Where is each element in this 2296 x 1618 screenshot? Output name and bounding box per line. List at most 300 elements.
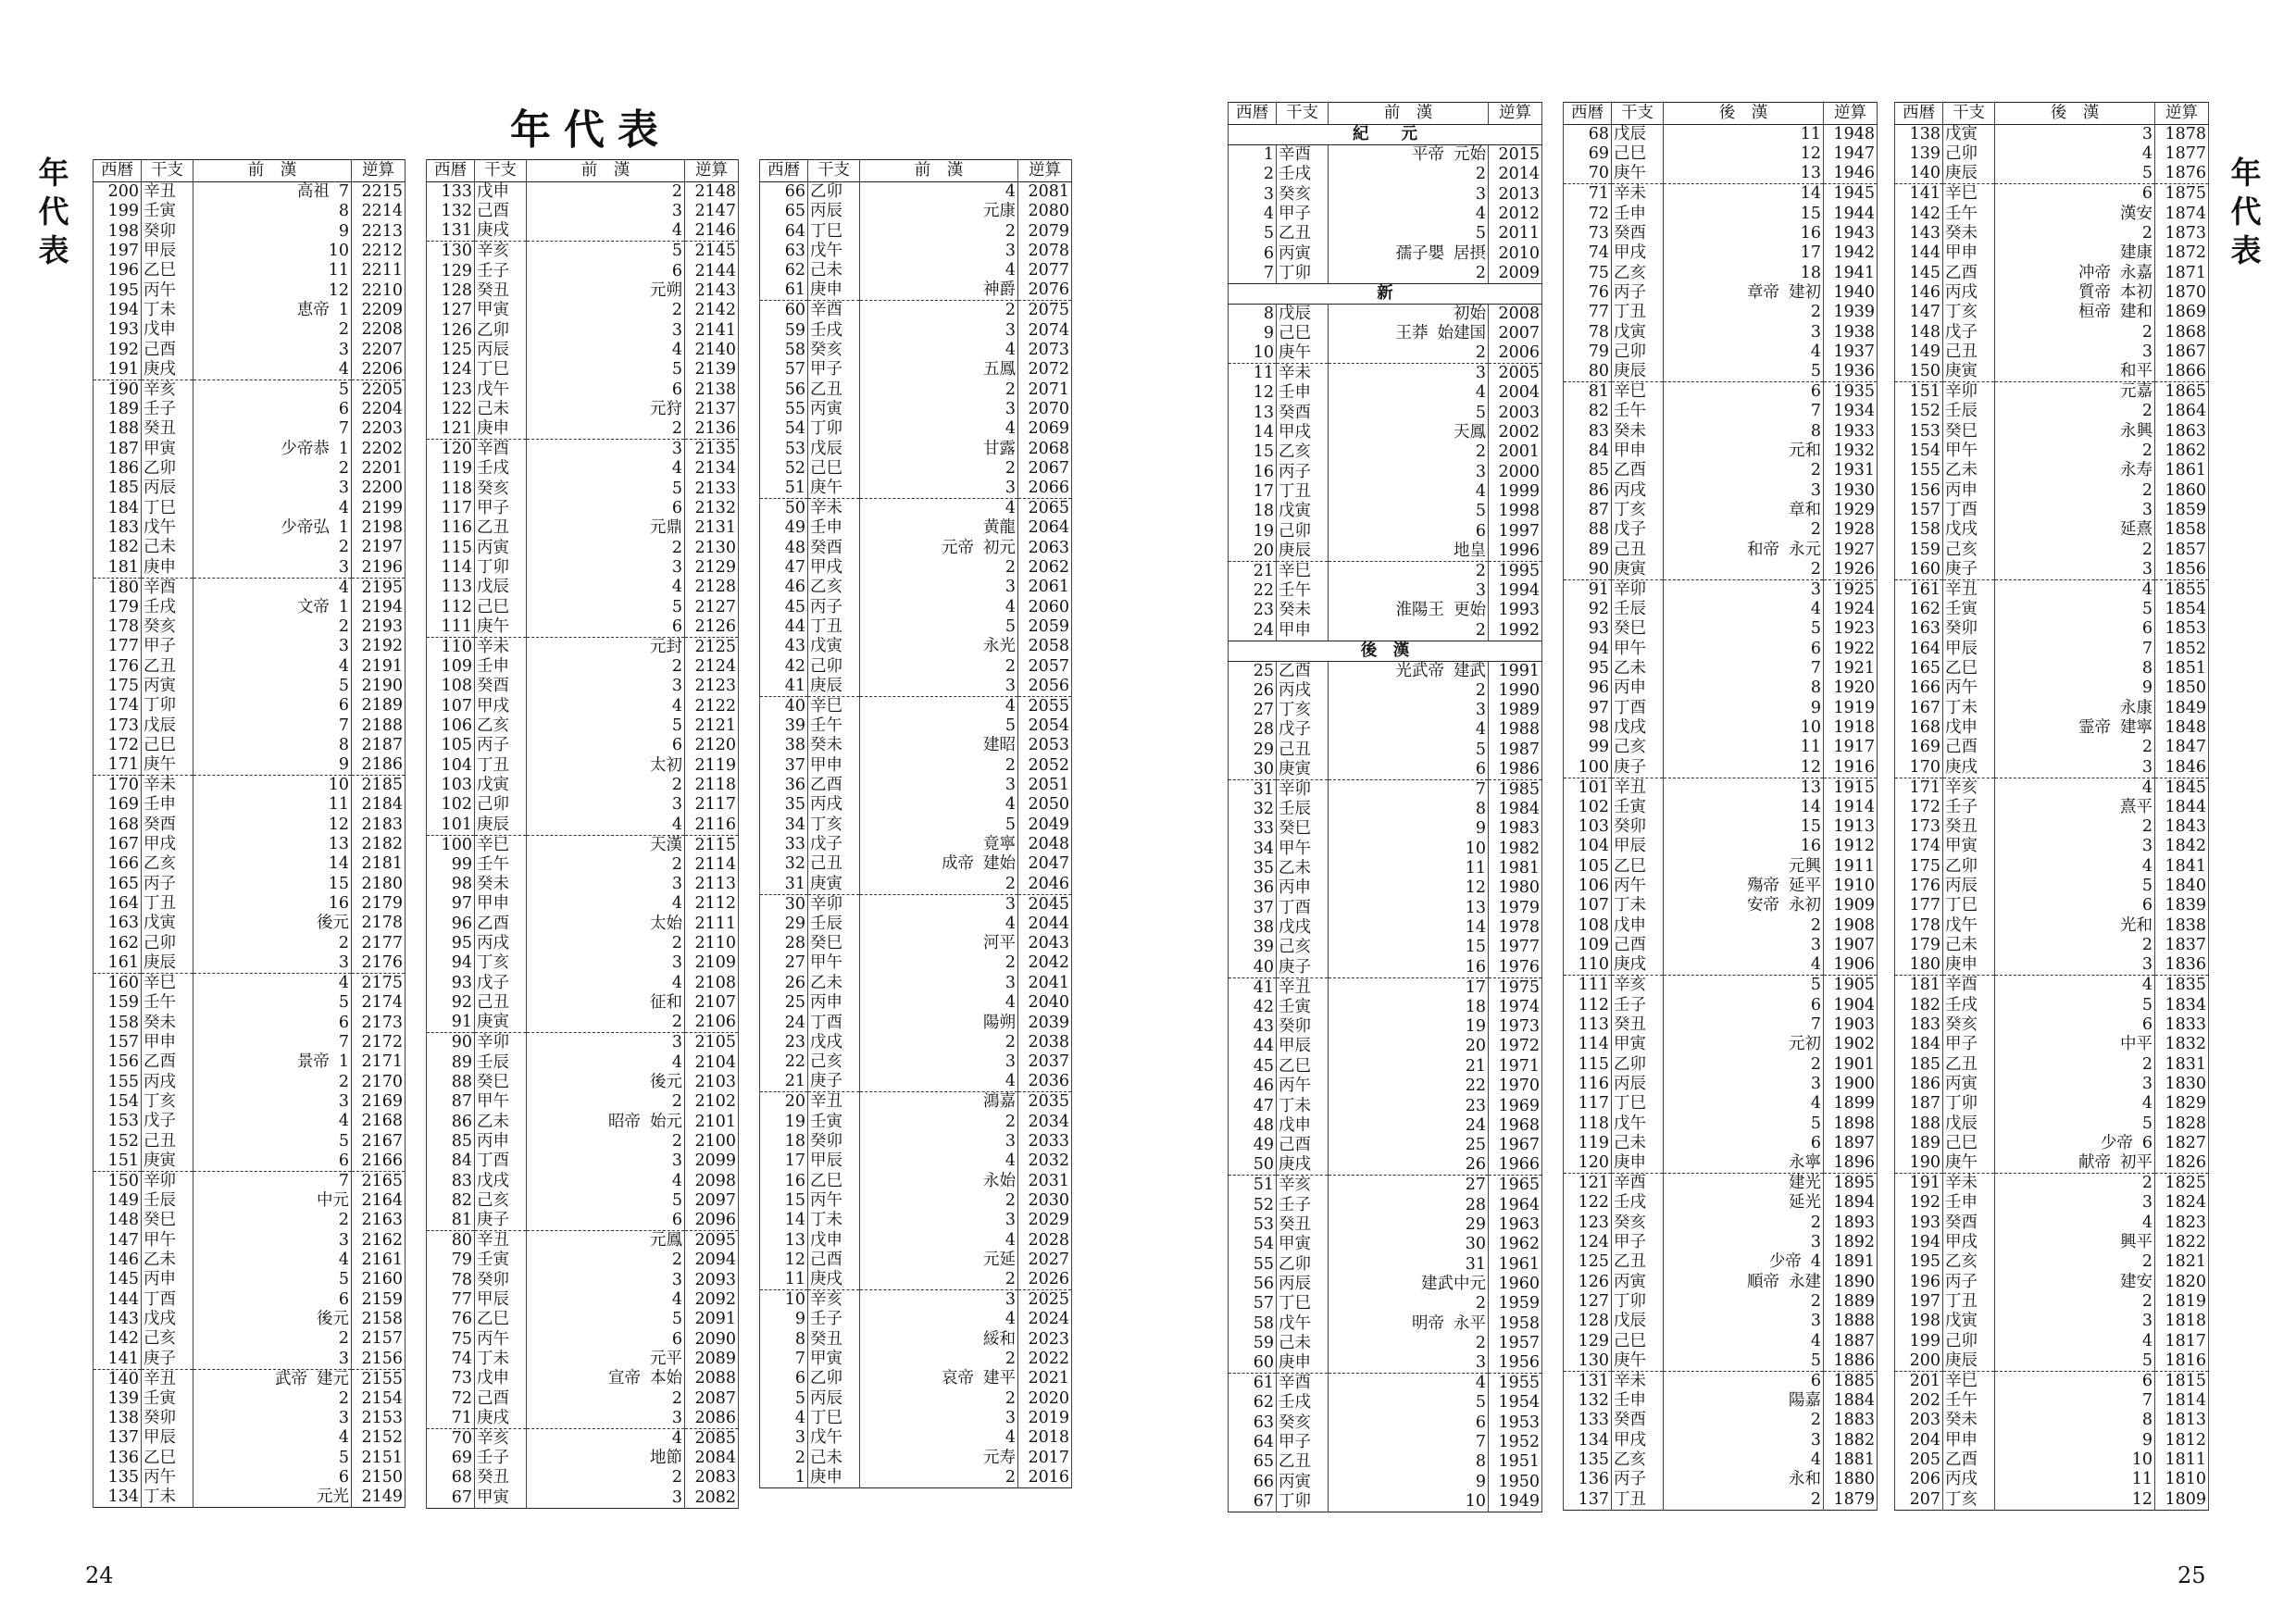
- era-year: 1: [338, 597, 349, 616]
- year-cell: 43: [760, 637, 808, 656]
- era-year: 地皇: [1454, 541, 1486, 560]
- year-cell: 172: [94, 736, 142, 755]
- table-row: [427, 479, 739, 498]
- page-number-left: 24: [85, 1562, 114, 1588]
- reverse-count-cell: 1922: [1824, 640, 1878, 659]
- ganzhi-cell: 辛巳: [1943, 1371, 1995, 1391]
- year-cell: 192: [1895, 1193, 1943, 1213]
- year-cell: 87: [427, 1092, 475, 1112]
- era-year: 16: [1800, 837, 1821, 856]
- side-label-right: [2226, 154, 2266, 270]
- ganzhi-cell: 丁未: [1943, 699, 1995, 718]
- table-row: [1564, 778, 1878, 798]
- era-year: 4: [1810, 955, 1821, 975]
- era-cell: [1664, 303, 1824, 322]
- era-cell: [1664, 402, 1824, 421]
- year-cell: 97: [427, 894, 475, 914]
- table-row: [1229, 145, 1542, 166]
- era-cell: [193, 1013, 352, 1032]
- ganzhi-cell: 壬午: [1612, 402, 1664, 421]
- year-cell: 4: [1229, 205, 1277, 224]
- year-cell: 141: [94, 1350, 142, 1370]
- era-year: 4: [1810, 1450, 1821, 1470]
- era-year: 後元: [317, 914, 349, 933]
- era-year: 3: [1004, 1211, 1016, 1230]
- table-row: [1895, 579, 2209, 600]
- era-year: 4: [1810, 342, 1821, 361]
- year-cell: 20: [1229, 541, 1277, 562]
- era-cell: [1995, 303, 2155, 322]
- table-row: [760, 419, 1072, 439]
- table-row: [94, 202, 406, 221]
- reverse-count-cell: 2111: [685, 915, 739, 934]
- era-cell: [1329, 403, 1489, 422]
- era-cell: [1329, 1294, 1489, 1313]
- table-row: [427, 855, 739, 875]
- era-cell: [1329, 681, 1489, 701]
- era-cell: [860, 1409, 1018, 1428]
- era-year: 3: [338, 479, 349, 498]
- ganzhi-cell: 乙巳: [1277, 1057, 1329, 1077]
- table-row: [94, 261, 406, 280]
- era-cell: [527, 1112, 685, 1131]
- table-row: [760, 182, 1072, 203]
- reverse-count-cell: 2209: [352, 301, 406, 320]
- reverse-count-cell: 2172: [352, 1033, 406, 1052]
- era-cell: [527, 1449, 685, 1468]
- era-year: 23: [1465, 1096, 1486, 1115]
- table-row: [1564, 1035, 1878, 1054]
- table-row: [1564, 798, 1878, 817]
- year-cell: 169: [1895, 738, 1943, 757]
- reverse-count-cell: 2050: [1018, 795, 1072, 815]
- table-row: [1229, 601, 1542, 620]
- header-ganzhi: 干支: [142, 160, 193, 182]
- era-cell: [1329, 601, 1489, 620]
- ganzhi-cell: 辛巳: [475, 835, 527, 855]
- year-cell: 185: [94, 479, 142, 498]
- era-cell: [1995, 1431, 2155, 1450]
- table-row: [1564, 916, 1878, 936]
- ganzhi-cell: 甲辰: [142, 242, 193, 261]
- era-cell: [1995, 402, 2155, 421]
- era-year: 10: [2131, 1450, 2152, 1470]
- ganzhi-cell: 乙巳: [475, 1310, 527, 1329]
- era-cell: [1329, 800, 1489, 819]
- reverse-count-cell: 1825: [2155, 1174, 2209, 1194]
- ganzhi-cell: 庚寅: [1612, 560, 1664, 580]
- era-year: 4: [1475, 383, 1486, 403]
- era-cell: [527, 1211, 685, 1231]
- reverse-count-cell: 2043: [1018, 934, 1072, 953]
- header-ganzhi: 干支: [1277, 103, 1329, 125]
- ganzhi-cell: 丁亥: [1277, 701, 1329, 720]
- ganzhi-cell: 辛丑: [1612, 778, 1664, 798]
- year-cell: 198: [1895, 1312, 1943, 1331]
- ganzhi-cell: 辛卯: [475, 1033, 527, 1053]
- table-row: [427, 341, 739, 360]
- table-row: [1229, 243, 1542, 263]
- era-cell: [860, 1151, 1018, 1171]
- reverse-count-cell: 2045: [1018, 894, 1072, 915]
- reverse-count-cell: 1820: [2155, 1272, 2209, 1291]
- era-year: 4: [2141, 778, 2152, 797]
- era-year: 2: [2141, 1291, 2152, 1311]
- table-row: [1895, 1312, 2209, 1331]
- era-cell: [193, 1310, 352, 1329]
- table-row: [760, 221, 1072, 241]
- year-cell: 146: [1895, 283, 1943, 303]
- era-year: 11: [1800, 738, 1821, 757]
- era-year: 漢安: [2120, 204, 2152, 223]
- era-cell: [1664, 461, 1824, 480]
- era-cell: [1329, 1492, 1489, 1512]
- era-cell: [860, 221, 1018, 241]
- year-cell: 2: [1229, 165, 1277, 184]
- era-year: 建武中元: [1421, 1274, 1486, 1293]
- year-cell: 53: [760, 439, 808, 458]
- era-cell: [1664, 421, 1824, 441]
- era-year: 3: [1810, 1312, 1821, 1331]
- reverse-count-cell: 1996: [1489, 541, 1542, 562]
- era-year: 2: [1810, 461, 1821, 480]
- reverse-count-cell: 1871: [2155, 263, 2209, 282]
- era-year: 6: [671, 498, 682, 517]
- era-year: 9: [2141, 1430, 2152, 1450]
- era-year: 9: [1810, 698, 1821, 717]
- table-row: [427, 1409, 739, 1429]
- era-cell: [1995, 1054, 2155, 1074]
- ganzhi-cell: 癸亥: [1277, 184, 1329, 204]
- era-cell: [1995, 1153, 2155, 1174]
- ganzhi-cell: 癸巳: [808, 934, 860, 953]
- reverse-count-cell: 2115: [685, 835, 739, 855]
- era-year: 2: [2141, 1054, 2152, 1074]
- reverse-count-cell: 2110: [685, 934, 739, 953]
- era-cell: [860, 1230, 1018, 1250]
- emperor-name: 安帝: [1747, 896, 1779, 915]
- reverse-count-cell: 1986: [1489, 760, 1542, 780]
- section-row: [1229, 283, 1542, 304]
- table-row: [94, 993, 406, 1013]
- era-cell: [1664, 224, 1824, 243]
- era-year: 建始: [983, 854, 1016, 874]
- table-row: [427, 202, 739, 221]
- header-era: 前 漢: [527, 160, 685, 182]
- ganzhi-cell: 戊子: [1943, 322, 1995, 342]
- table-row: [94, 380, 406, 400]
- year-cell: 114: [1564, 1035, 1612, 1054]
- year-cell: 193: [1895, 1213, 1943, 1232]
- header-ganzhi: 干支: [808, 160, 860, 182]
- reverse-count-cell: 1872: [2155, 243, 2209, 263]
- table-row: [1895, 1371, 2209, 1391]
- reverse-count-cell: 2161: [352, 1251, 406, 1270]
- table-row: [94, 1171, 406, 1191]
- era-cell: [1995, 1114, 2155, 1133]
- ganzhi-cell: 乙卯: [475, 320, 527, 340]
- table-header-row: [427, 160, 739, 182]
- ganzhi-cell: 甲子: [142, 637, 193, 656]
- era-year: 2: [2141, 322, 2152, 342]
- ganzhi-cell: 庚申: [808, 280, 860, 301]
- era-cell: [1329, 1176, 1489, 1196]
- table-row: [1564, 501, 1878, 520]
- ganzhi-cell: 戊午: [475, 380, 527, 399]
- table-row: [1564, 1114, 1878, 1133]
- reverse-count-cell: 2121: [685, 716, 739, 736]
- era-year: 3: [1004, 1409, 1016, 1428]
- table-row: [1564, 1292, 1878, 1312]
- era-cell: [1664, 1371, 1824, 1391]
- table-header-row: [760, 160, 1072, 182]
- reverse-count-cell: 2177: [352, 934, 406, 953]
- year-cell: 69: [1564, 144, 1612, 164]
- year-cell: 24: [760, 1013, 808, 1032]
- year-cell: 48: [760, 538, 808, 557]
- era-year: 3: [671, 440, 682, 459]
- ganzhi-cell: 戊午: [1943, 916, 1995, 936]
- chronology-table-1: [93, 159, 406, 1508]
- ganzhi-cell: 己巳: [475, 598, 527, 617]
- ganzhi-cell: 癸酉: [1612, 224, 1664, 243]
- reverse-count-cell: 1812: [2155, 1431, 2209, 1450]
- table-row: [427, 1171, 739, 1190]
- era-year: 2: [1810, 559, 1821, 579]
- table-row: [427, 657, 739, 677]
- reverse-count-cell: 2193: [352, 617, 406, 637]
- ganzhi-cell: 癸卯: [142, 221, 193, 241]
- header-year: 西暦: [427, 160, 475, 182]
- reverse-count-cell: 1859: [2155, 501, 2209, 520]
- reverse-count-cell: 2026: [1018, 1270, 1072, 1290]
- era-cell: [193, 182, 352, 203]
- reverse-count-cell: 2192: [352, 637, 406, 656]
- reverse-count-cell: 2118: [685, 776, 739, 795]
- reverse-count-cell: 1909: [1824, 896, 1878, 915]
- era-year: 2: [1475, 1333, 1486, 1352]
- ganzhi-cell: 甲申: [475, 894, 527, 914]
- ganzhi-cell: 壬午: [1277, 581, 1329, 601]
- era-cell: [1664, 1490, 1824, 1511]
- ganzhi-cell: 乙酉: [808, 776, 860, 795]
- era-cell: [860, 716, 1018, 736]
- reverse-count-cell: 2194: [352, 598, 406, 617]
- table-row: [1229, 1413, 1542, 1432]
- era-year: 和平: [2120, 362, 2152, 381]
- era-year: 1: [338, 517, 349, 537]
- reverse-count-cell: 2144: [685, 261, 739, 280]
- header-reverse: 逆算: [2155, 103, 2209, 125]
- ganzhi-cell: 甲寅: [808, 1350, 860, 1369]
- table-row: [760, 815, 1072, 835]
- table-row: [1229, 383, 1542, 403]
- ganzhi-cell: 辛未: [1277, 364, 1329, 384]
- table-row: [94, 1350, 406, 1370]
- era-cell: [1329, 1374, 1489, 1394]
- year-cell: 81: [427, 1211, 475, 1231]
- reverse-count-cell: 1924: [1824, 600, 1878, 619]
- year-cell: 134: [94, 1487, 142, 1508]
- reverse-count-cell: 2106: [685, 1013, 739, 1033]
- table-row: [1229, 1077, 1542, 1096]
- ganzhi-cell: 己未: [1943, 936, 1995, 955]
- ganzhi-cell: 庚子: [808, 1072, 860, 1092]
- era-cell: [1664, 263, 1824, 282]
- table-row: [1229, 760, 1542, 780]
- ganzhi-cell: 丙辰: [1277, 1275, 1329, 1294]
- table-row: [427, 716, 739, 736]
- era-year: 4: [2141, 1331, 2152, 1350]
- reverse-count-cell: 1814: [2155, 1391, 2209, 1411]
- era-year: 河平: [983, 934, 1016, 953]
- era-cell: [1995, 1332, 2155, 1351]
- reverse-count-cell: 2035: [1018, 1092, 1072, 1113]
- ganzhi-cell: 己卯: [142, 934, 193, 953]
- year-cell: 119: [1564, 1134, 1612, 1153]
- reverse-count-cell: 2070: [1018, 400, 1072, 419]
- era-year: 4: [1004, 795, 1016, 815]
- table-row: [1229, 701, 1542, 720]
- reverse-count-cell: 1916: [1824, 758, 1878, 778]
- year-cell: 72: [1564, 204, 1612, 223]
- year-cell: 108: [427, 677, 475, 696]
- ganzhi-cell: 庚辰: [475, 815, 527, 836]
- year-cell: 139: [94, 1389, 142, 1409]
- era-cell: [527, 1428, 685, 1449]
- year-cell: 182: [94, 538, 142, 557]
- era-cell: [527, 320, 685, 340]
- reverse-count-cell: 2007: [1489, 324, 1542, 343]
- year-cell: 89: [1564, 541, 1612, 560]
- table-row: [1895, 916, 2209, 936]
- ganzhi-cell: 丁丑: [1612, 1490, 1664, 1511]
- era-cell: [1329, 423, 1489, 442]
- reverse-count-cell: 1857: [2155, 541, 2209, 560]
- table-row: [1229, 1155, 1542, 1176]
- era-cell: [193, 598, 352, 617]
- era-year: 6: [671, 1329, 682, 1349]
- ganzhi-cell: 丙子: [1612, 283, 1664, 303]
- side-char: 表: [2230, 232, 2262, 268]
- reverse-count-cell: 1844: [2155, 798, 2209, 817]
- ganzhi-cell: 甲寅: [1612, 1035, 1664, 1054]
- era-cell: [1329, 1275, 1489, 1294]
- era-year: 2: [1810, 1213, 1821, 1232]
- emperor-name: 平帝: [1412, 145, 1444, 164]
- year-cell: 94: [1564, 640, 1612, 659]
- ganzhi-cell: 甲戌: [1277, 423, 1329, 442]
- ganzhi-cell: 辛亥: [475, 1428, 527, 1449]
- table-row: [427, 182, 739, 203]
- era-year: 2: [671, 538, 682, 557]
- era-year: 4: [1004, 1072, 1016, 1091]
- reverse-count-cell: 2153: [352, 1409, 406, 1428]
- era-year: 4: [1004, 499, 1016, 518]
- ganzhi-cell: 己巳: [1612, 144, 1664, 164]
- table-row: [760, 1132, 1072, 1151]
- year-cell: 71: [427, 1409, 475, 1429]
- reverse-count-cell: 2011: [1489, 224, 1542, 243]
- era-year: 2: [2141, 441, 2152, 460]
- reverse-count-cell: 1936: [1824, 362, 1878, 382]
- year-cell: 95: [1564, 659, 1612, 678]
- reverse-count-cell: 2145: [685, 242, 739, 262]
- year-cell: 168: [94, 815, 142, 835]
- era-year: 元和: [1789, 441, 1821, 460]
- reverse-count-cell: 2124: [685, 657, 739, 677]
- era-cell: [193, 400, 352, 419]
- reverse-count-cell: 1929: [1824, 501, 1878, 520]
- era-year: 8: [1810, 678, 1821, 698]
- year-cell: 136: [1564, 1470, 1612, 1489]
- reverse-count-cell: 2010: [1489, 243, 1542, 263]
- ganzhi-cell: 戊申: [475, 1369, 527, 1388]
- year-cell: 161: [1895, 579, 1943, 600]
- year-cell: 51: [760, 479, 808, 499]
- reverse-count-cell: 1993: [1489, 601, 1542, 620]
- ganzhi-cell: 戊寅: [808, 637, 860, 656]
- year-cell: 166: [94, 854, 142, 874]
- year-cell: 88: [427, 1073, 475, 1092]
- year-cell: 56: [1229, 1275, 1277, 1294]
- era-cell: [1329, 741, 1489, 760]
- emperor-name: 宣帝: [608, 1369, 641, 1388]
- era-year: 9: [338, 221, 349, 241]
- table-row: [94, 637, 406, 656]
- era-cell: [527, 242, 685, 262]
- reverse-count-cell: 1865: [2155, 382, 2209, 403]
- year-cell: 65: [760, 202, 808, 221]
- reverse-count-cell: 2134: [685, 459, 739, 479]
- era-year: 3: [671, 1408, 682, 1427]
- reverse-count-cell: 2198: [352, 518, 406, 538]
- emperor-name: 章帝: [1747, 282, 1779, 302]
- year-cell: 13: [1229, 403, 1277, 422]
- table-row: [1229, 720, 1542, 740]
- era-cell: [1995, 362, 2155, 382]
- year-cell: 31: [760, 875, 808, 895]
- reverse-count-cell: 1992: [1489, 621, 1542, 641]
- year-cell: 59: [1229, 1334, 1277, 1353]
- era-year: 6: [1810, 639, 1821, 658]
- ganzhi-cell: 丁未: [1277, 1096, 1329, 1115]
- table-row: [1564, 520, 1878, 540]
- table-row: [1564, 1450, 1878, 1470]
- year-cell: 17: [1229, 482, 1277, 502]
- reverse-count-cell: 2188: [352, 716, 406, 736]
- era-cell: [1995, 560, 2155, 580]
- era-cell: [1995, 1213, 2155, 1232]
- era-cell: [860, 499, 1018, 519]
- reverse-count-cell: 2142: [685, 301, 739, 320]
- reverse-count-cell: 2185: [352, 776, 406, 796]
- ganzhi-cell: 丙午: [475, 1329, 527, 1349]
- era-year: 6: [2141, 896, 2152, 915]
- year-cell: 78: [1564, 322, 1612, 342]
- table-row: [94, 1329, 406, 1349]
- era-year: 元封: [650, 637, 682, 656]
- reverse-count-cell: 1849: [2155, 699, 2209, 718]
- reverse-count-cell: 1817: [2155, 1332, 2209, 1351]
- reverse-count-cell: 2030: [1018, 1191, 1072, 1211]
- era-year: 2: [2141, 936, 2152, 955]
- ganzhi-cell: 丙寅: [1277, 243, 1329, 263]
- ganzhi-cell: 庚申: [475, 419, 527, 440]
- era-year: 建初: [1789, 282, 1821, 302]
- reverse-count-cell: 2068: [1018, 439, 1072, 458]
- table-row: [1564, 640, 1878, 659]
